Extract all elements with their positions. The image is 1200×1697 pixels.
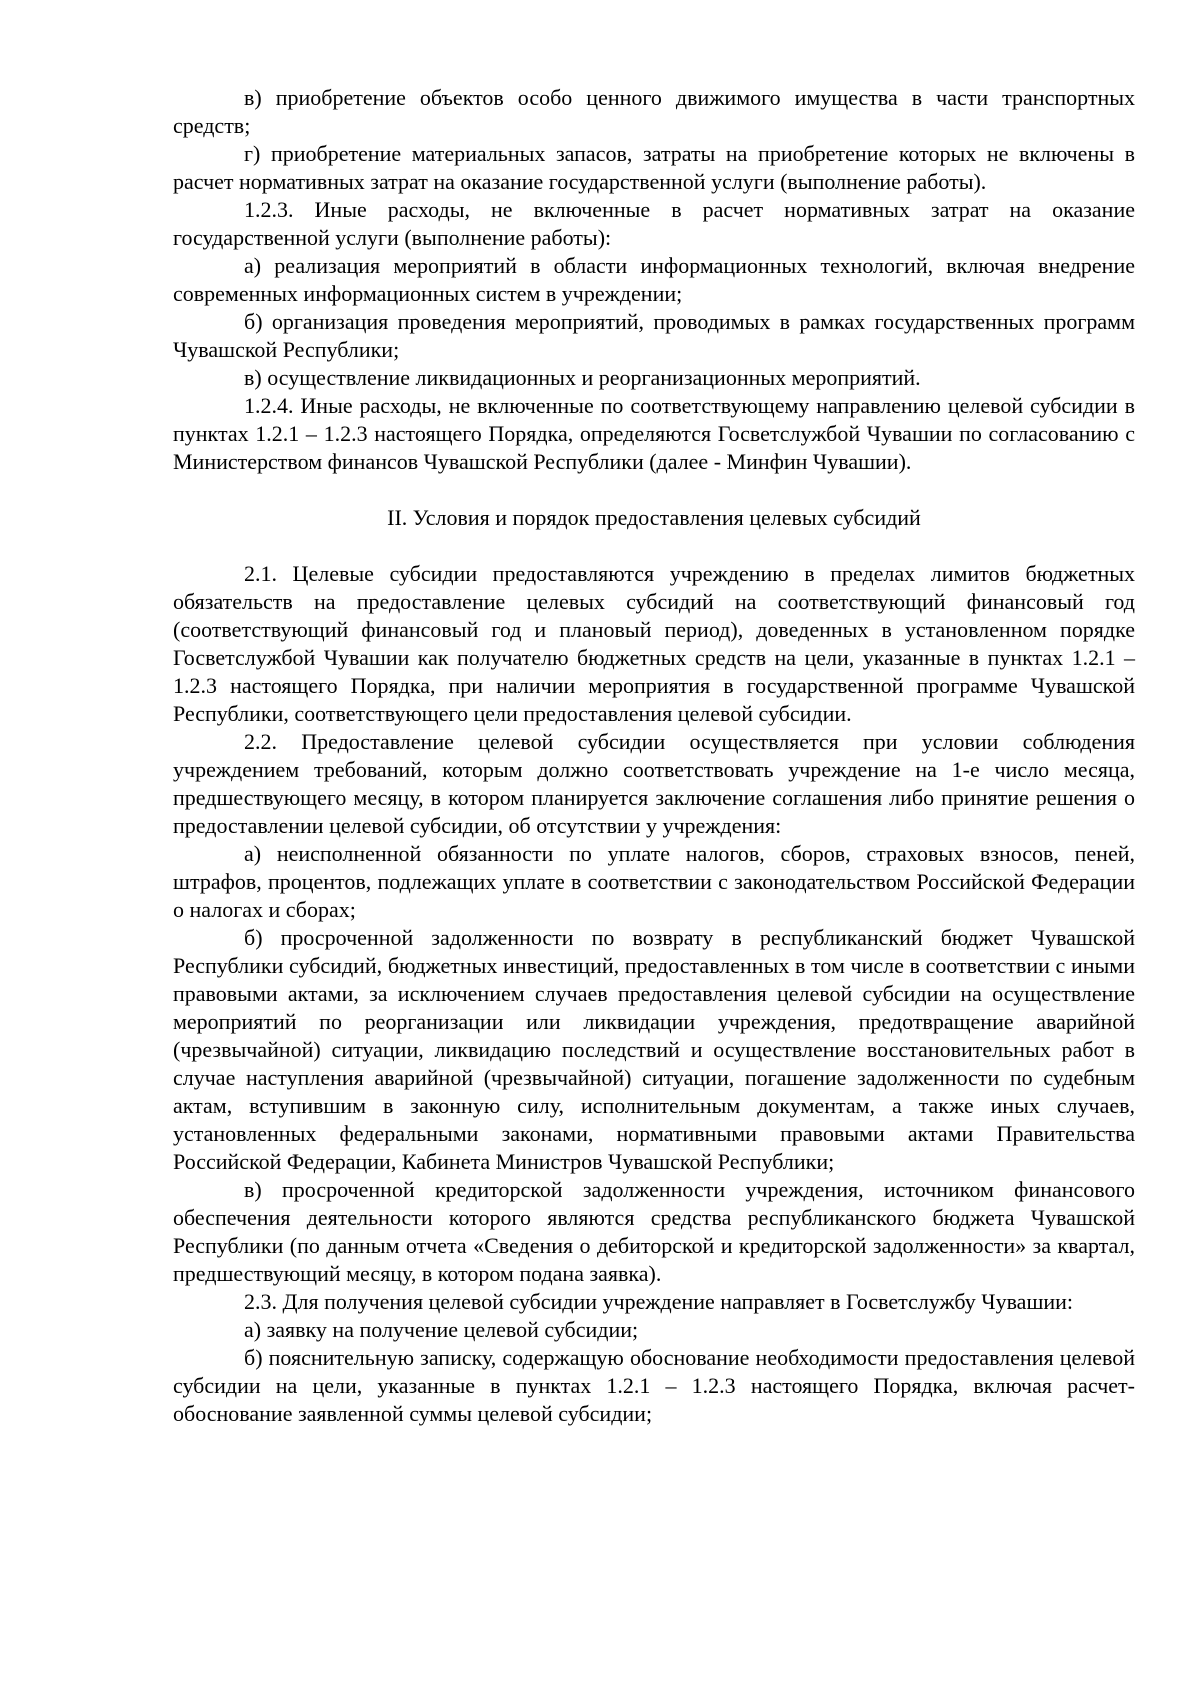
document-page bbox=[173, 84, 1135, 1428]
paragraph-2-1: 2.1. Целевые субсидии предоставляются учреждению в пределах лимитов бюджетных обязательств на предоставление целевых субсидий на соответствующий финансовый год (соответствующий финансовый год и плановый период), доведенных в установленном порядке Госветслужбой Чувашии как получателю бюджетных средств на цели, указанные в пунктах 1.2.1 – 1.2.3 настоящего Порядка, при наличии мероприятия в государственной программе Чувашской Республики, соответствующего цели предоставления целевой субсидии. bbox=[173, 561, 1135, 726]
paragraph-2-3: 2.3. Для получения целевой субсидии учреждение направляет в Госветслужбу Чувашии: bbox=[244, 1289, 1074, 1314]
paragraph-item-g-materials: г) приобретение материальных запасов, затраты на приобретение которых не включены в расчет нормативных затрат на оказание государственной услуги (выполнение работы). bbox=[173, 141, 1135, 194]
paragraph-item-v-transport: в) приобретение объектов особо ценного движимого имущества в части транспортных средств; bbox=[173, 85, 1135, 138]
paragraph-item-a-application: а) заявку на получение целевой субсидии; bbox=[244, 1317, 639, 1342]
paragraph-item-b-explanatory-note: б) пояснительную записку, содержащую обоснование необходимости предоставления целевой субсидии на цели, указанные в пунктах 1.2.1 – 1.2.3 настоящего Порядка, включая расчет-обоснование заявленной суммы целевой субсидии; bbox=[173, 1345, 1135, 1426]
paragraph-item-b-events: б) организация проведения мероприятий, проводимых в рамках государственных программ Чувашской Республики; bbox=[173, 309, 1135, 362]
paragraph-1-2-4: 1.2.4. Иные расходы, не включенные по соответствующему направлению целевой субсидии в пунктах 1.2.1 – 1.2.3 настоящего Порядка, определяются Госветслужбой Чувашии по согласованию с Министерством финансов Чувашской Республики (далее - Минфин Чувашии). bbox=[173, 393, 1135, 474]
paragraph-item-v-liquidation: в) осуществление ликвидационных и реорганизационных мероприятий. bbox=[244, 365, 921, 390]
paragraph-item-a-taxes: а) неисполненной обязанности по уплате налогов, сборов, страховых взносов, пеней, штрафов, процентов, подлежащих уплате в соответствии с законодательством Российской Федерации о налогах и сборах; bbox=[173, 841, 1135, 922]
paragraph-item-a-it: а) реализация мероприятий в области информационных технологий, включая внедрение современных информационных систем в учреждении; bbox=[173, 253, 1135, 306]
paragraph-item-v-creditor-debt: в) просроченной кредиторской задолженности учреждения, источником финансового обеспечения деятельности которого являются средства республиканского бюджета Чувашской Республики (по данным отчета «Сведения о дебиторской и кредиторской задолженности» за квартал, предшествующий месяцу, в котором подана заявка). bbox=[173, 1177, 1135, 1286]
paragraph-2-2: 2.2. Предоставление целевой субсидии осуществляется при условии соблюдения учреждением требований, которым должно соответствовать учреждение на 1-е число месяца, предшествующего месяцу, в котором планируется заключение соглашения либо принятие решения о предоставлении целевой субсидии, об отсутствии у учреждения: bbox=[173, 729, 1135, 838]
paragraph-1-2-3: 1.2.3. Иные расходы, не включенные в расчет нормативных затрат на оказание государственной услуги (выполнение работы): bbox=[173, 197, 1135, 250]
paragraph-item-b-overdue-debt: б) просроченной задолженности по возврату в республиканский бюджет Чувашской Республики субсидий, бюджетных инвестиций, предоставленных в том числе в соответствии с иными правовыми актами, за исключением случаев предоставления целевой субсидии на осуществление мероприятий по реорганизации или ликвидации учреждения, предотвращение аварийной (чрезвычайной) ситуации, ликвидацию последствий и осуществление восстановительных работ в случае наступления аварийной (чрезвычайной) ситуации, погашение задолженности по судебным актам, вступившим в законную силу, исполнительным документам, а также иных случаев, установленных федеральными законами, нормативными правовыми актами Правительства Российской Федерации, Кабинета Министров Чувашской Республики; bbox=[173, 925, 1135, 1174]
section-heading: II. Условия и порядок предоставления целевых субсидий bbox=[387, 505, 921, 530]
